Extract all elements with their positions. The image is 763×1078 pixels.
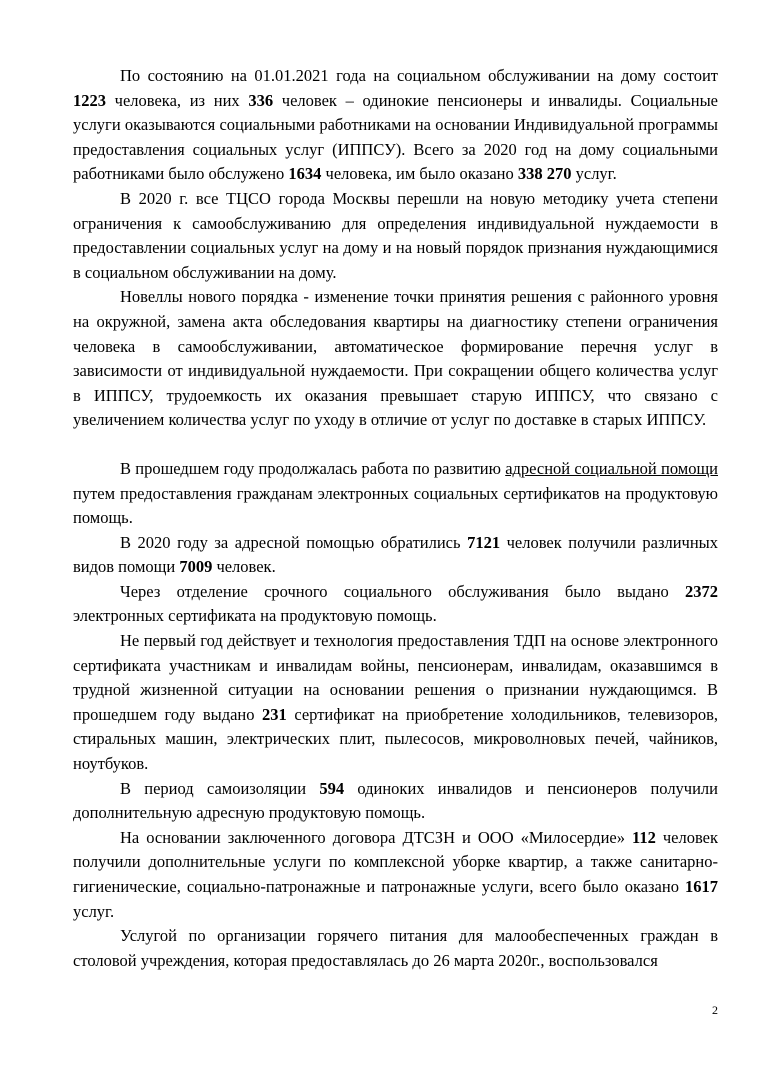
text-run: В прошедшем году продолжалась работа по развитию — [120, 458, 506, 478]
paragraph — [73, 777, 718, 826]
text-run: человека, из них — [106, 90, 249, 110]
bold-figure: 1634 — [288, 164, 322, 184]
bold-figure: 112 — [632, 827, 656, 847]
text-run: услуг. — [73, 901, 115, 921]
text-run: По состоянию на 01.01.2021 года на социальном обслуживании на дому состоит — [120, 66, 718, 85]
text-run: На основании заключенного договора ДТСЗН и ООО «Милосердие» — [120, 827, 632, 847]
bold-figure: 336 — [248, 90, 274, 110]
text-run: человека, им было оказано — [321, 164, 518, 184]
text-run: одиноких инвалидов и пенсионеров получили дополнительную адресную продуктовую помощь. — [73, 778, 718, 823]
bold-figure: 1223 — [73, 90, 106, 110]
paragraph — [73, 531, 718, 580]
bold-figure: 7121 — [467, 532, 501, 552]
text-run: услуг. — [571, 164, 617, 184]
page-number: 2 — [712, 1003, 718, 1017]
text-run: человек. — [212, 557, 276, 577]
paragraph — [73, 924, 718, 973]
text-run: В 2020 году за адресной помощью обратились — [120, 532, 468, 552]
text-run: Через отделение срочного социального обслуживания было выдано — [120, 581, 685, 601]
paragraph — [73, 580, 718, 629]
text-run: человек – одинокие пенсионеры и инвалиды. Социальные услуги оказываются социальными работниками на основании Индивидуальной программы предоставления социальных услуг (ИППСУ). Всего за 2020 год на дому социальными работниками было обслужено — [73, 90, 718, 184]
bold-figure: 231 — [262, 704, 287, 724]
paragraph — [73, 629, 718, 777]
text-run: человек получили дополнительные услуги по комплексной уборке квартир, а также санитарно-гигиенические, социально-патронажные и патронажные услуги, всего было оказано — [73, 827, 719, 896]
text-run: Услугой по организации горячего питания для малообеспеченных граждан в столовой учреждения, которая предоставлялась до 26 марта 2020г., воспользовался — [73, 926, 718, 970]
bold-figure: 1617 — [685, 877, 718, 896]
paragraph — [73, 285, 718, 433]
paragraph — [73, 64, 718, 187]
text-run: электронных сертификата на продуктовую помощь. — [73, 606, 437, 626]
bold-figure: 7009 — [179, 557, 213, 577]
bold-figure: 2372 — [685, 581, 718, 601]
paragraph — [73, 826, 718, 924]
document-body — [73, 64, 718, 973]
text-run: Не первый год действует и технология предоставления ТДП на основе электронного сертификата участникам и инвалидам войны, пенсионерам, инвалидам, оказавшимся в трудной жизненной ситуации на основании решения о признании нуждающимся. В прошедшем году выдано — [73, 631, 718, 724]
text-run: человек получили различных видов помощи — [73, 532, 718, 577]
bold-figure: 338 270 — [517, 164, 572, 184]
text-run: путем предоставления гражданам электронных социальных сертификатов на продуктовую помощь. — [73, 483, 718, 528]
text-run: Новеллы нового порядка - изменение точки принятия решения с районного уровня на окружной, замена акта обследования квартиры на диагностику степени ограничения человека в самообслуживании, автоматическое формирование перечня услуг в зависимости от индивидуальной нуждаемости. При сокращении общего количества услуг в ИППСУ, трудоемкость их оказания превышает старую ИППСУ, что связано с увеличением количества услуг по уходу в отличие от услуг по доставке в старых ИППСУ. — [73, 287, 718, 430]
paragraph — [73, 187, 718, 285]
underlined-term: адресной социальной помощи — [505, 458, 718, 478]
bold-figure: 594 — [319, 778, 345, 798]
text-run: В 2020 г. все ТЦСО города Москвы перешли на новую методику учета степени ограничения к самообслуживанию для определения индивидуальной нуждаемости в предоставлении социальных услуг на дому и на новый порядок признания нуждающимися в социальном обслуживании на дому. — [73, 188, 718, 282]
text-run: сертификат на приобретение холодильников, телевизоров, стиральных машин, электрических плит, пылесосов, микроволновых печей, чайников, ноутбуков. — [73, 704, 718, 774]
text-run: В период самоизоляции — [120, 778, 320, 798]
paragraph — [73, 457, 718, 531]
